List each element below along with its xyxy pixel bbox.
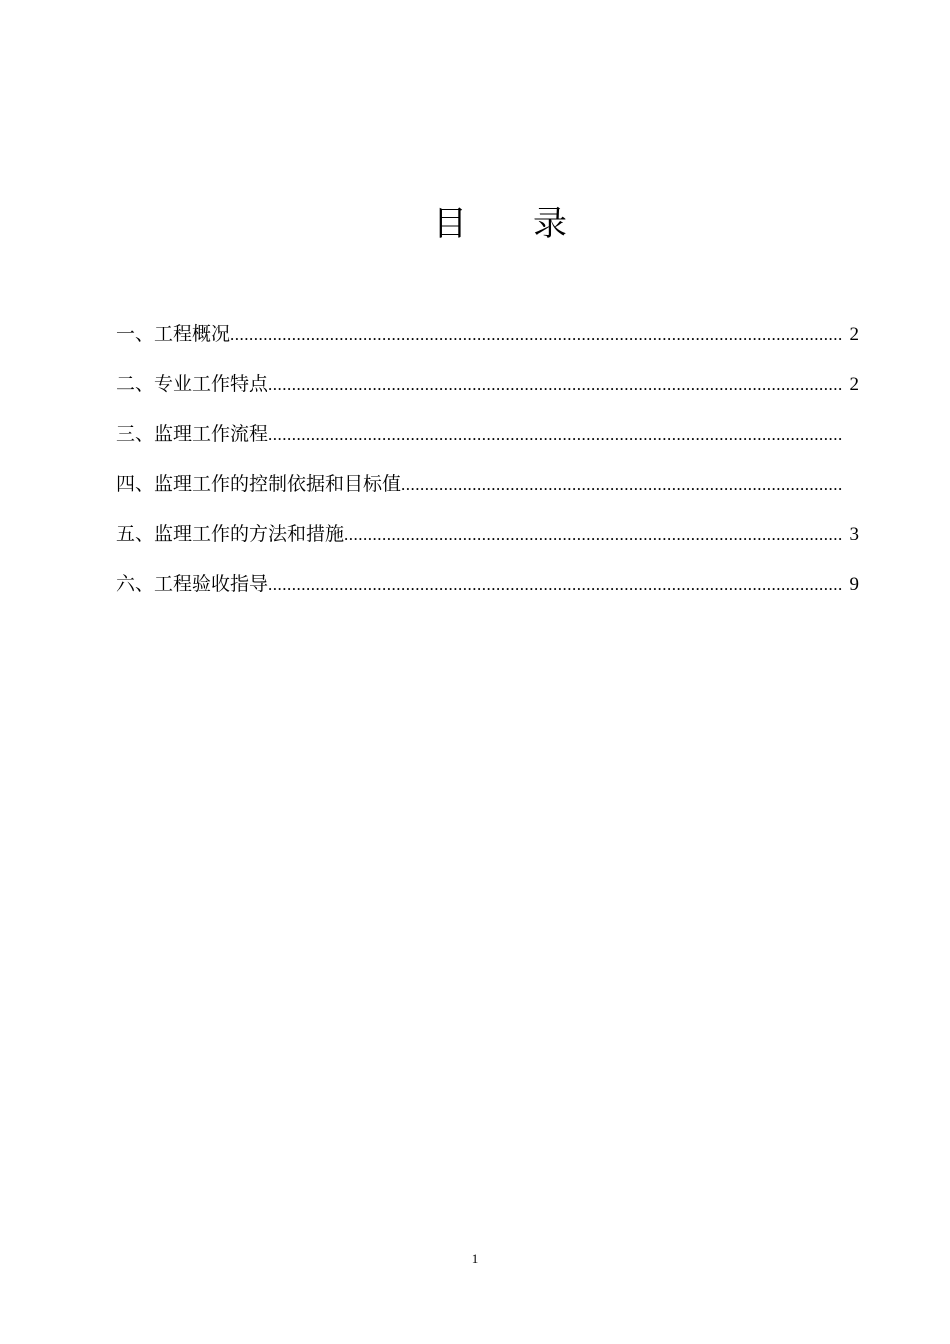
toc-entry-6[interactable] [116, 567, 859, 617]
toc-dot-leader [344, 518, 843, 552]
toc-entry-1[interactable] [116, 317, 859, 367]
toc-entry-label: 四、监理工作的控制依据和目标值 [116, 473, 402, 495]
toc-entry-4[interactable] [116, 467, 859, 517]
toc-entry-label: 六、工程验收指导 [116, 573, 269, 595]
toc-entry-label: 一、工程概况 [116, 323, 231, 345]
toc-entry-label: 三、监理工作流程 [116, 423, 269, 445]
toc-entry-label: 二、专业工作特点 [116, 373, 269, 395]
toc-dot-leader [230, 318, 843, 352]
toc-entry-3[interactable] [116, 417, 859, 467]
toc-dot-leader [268, 568, 843, 602]
toc-entry-5[interactable] [116, 517, 859, 567]
toc-entry-page: 3 [849, 524, 859, 545]
toc-dot-leader [268, 418, 843, 452]
table-of-contents [116, 317, 859, 617]
toc-entry-2[interactable] [116, 367, 859, 417]
toc-entry-page: 2 [849, 374, 859, 395]
toc-entry-label: 五、监理工作的方法和措施 [116, 523, 345, 545]
page-title: 目录 [433, 204, 633, 244]
toc-entry-page: 2 [849, 324, 859, 345]
footer-page-number: 1 [471, 1251, 479, 1266]
toc-dot-leader [401, 468, 843, 502]
toc-entry-page: 9 [849, 574, 859, 595]
toc-dot-leader [268, 368, 843, 402]
